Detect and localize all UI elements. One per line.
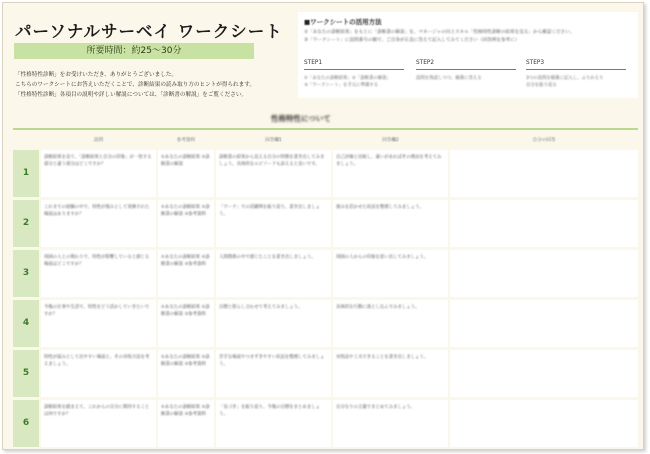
answer-text: 周囲の人からの印象を思い出してみましょう。 <box>336 255 429 260</box>
answer-cell-2 <box>333 250 448 297</box>
answer-cell-1 <box>216 400 331 447</box>
answer-text: 強みを活かせた状況を整理してみましょう。 <box>336 205 424 210</box>
section-divider <box>13 128 638 130</box>
table-row <box>13 400 638 447</box>
row-number: 6 <box>13 400 39 447</box>
step-line: 設問を熟読しつつ、順番に答える <box>416 76 482 81</box>
step-2 <box>416 60 516 82</box>
answer-cell-2 <box>333 400 448 447</box>
reference-cell <box>158 250 214 297</box>
step-label: STEP3 <box>526 60 626 70</box>
reference-text: ①あなたの診断結果 ②診断書の解説 <box>161 155 210 167</box>
header-question: 設問 <box>93 138 104 143</box>
table-row <box>13 150 638 197</box>
reference-cell <box>158 400 214 447</box>
question-cell <box>41 250 156 297</box>
worksheet-page <box>2 2 644 450</box>
reference-text: ①あなたの診断結果 ②診断書の解説 ③参考資料 <box>161 255 210 267</box>
question-text: 診断結果を踏まえて、これからの自分に期待することは何ですか？ <box>44 405 150 417</box>
table-row <box>13 300 638 347</box>
reference-text: ①あなたの診断結果 ②診断書の解説 ③参考資料 <box>161 205 210 217</box>
table-row <box>13 350 638 397</box>
own-answer-field[interactable] <box>450 400 638 447</box>
question-cell <box>41 150 156 197</box>
own-answer-field[interactable] <box>450 250 638 297</box>
howto-title: ■ワークシートの活用方法 <box>304 18 382 26</box>
step-line: ③「ワークシート」を手元に準備する <box>304 83 379 88</box>
question-text: 特性が弱みとして出やすい場面と、その対処方法を考えましょう。 <box>44 355 150 367</box>
reference-cell <box>158 350 214 397</box>
reference-cell <box>158 200 214 247</box>
answer-cell-2 <box>333 150 448 197</box>
step-label: STEP2 <box>416 60 516 70</box>
answer-text: 目標と照らし合わせて考えてみましょう。 <box>219 305 303 310</box>
intro-line: 「性格特性診断」をお受けいただき、ありがとうございました。 <box>15 72 177 78</box>
section-title: 性格特性について <box>271 114 331 123</box>
question-text: 周囲の人との関わりで、特性が影響していると感じる場面はどこですか？ <box>44 255 150 267</box>
reference-text: ①あなたの診断結果 ②診断書の解説 ③参考資料 <box>161 355 210 367</box>
step-text <box>416 75 516 82</box>
header-reference: 参考資料 <box>176 138 196 143</box>
step-line: 自分を振り返る <box>526 83 557 88</box>
row-number: 2 <box>13 200 39 247</box>
question-text: 今後の仕事や生活で、特性をどう活かしていきたいですか？ <box>44 305 150 317</box>
answer-cell-2 <box>333 300 448 347</box>
row-number: 3 <box>13 250 39 297</box>
step-label: STEP1 <box>304 60 404 70</box>
answer-text: 「気づき」を振り返り、今後の目標をまとめましょう。 <box>219 405 320 417</box>
answer-cell-1 <box>216 300 331 347</box>
question-cell <box>41 300 156 347</box>
answer-text: 自分なりの言葉でまとめてみましょう。 <box>336 405 416 410</box>
question-cell <box>41 350 156 397</box>
own-answer-field[interactable] <box>450 350 638 397</box>
step-text <box>304 75 404 89</box>
own-answer-field[interactable] <box>450 300 638 347</box>
answer-cell-1 <box>216 200 331 247</box>
howto-text <box>304 29 574 44</box>
step-3 <box>526 60 626 89</box>
table-row <box>13 250 638 297</box>
answer-text: 自己評価と比較し、違いがあればその理由を考えてみましょう。 <box>336 155 442 167</box>
own-answer-field[interactable] <box>450 150 638 197</box>
reference-cell <box>158 150 214 197</box>
row-number: 1 <box>13 150 39 197</box>
answer-text: 「ワーク」での活躍例を振り返り、書き出しましょう。 <box>219 205 320 217</box>
intro-text <box>15 70 295 100</box>
answer-cell-1 <box>216 250 331 297</box>
table-row <box>13 200 638 247</box>
step-1 <box>304 60 404 89</box>
answer-text: 診断書の結果から見える自分の特徴を書き出してみましょう。具体的なエピソードも添えると良いです。 <box>219 155 325 167</box>
question-cell <box>41 200 156 247</box>
duration-badge: 所要時間：約25～30分 <box>14 43 254 59</box>
step-line: ①「あなたの診断結果」②「診断書の解説」 <box>304 76 391 81</box>
answer-cell-2 <box>333 200 448 247</box>
question-text: これまでの経験の中で、特性が強みとして発揮された場面はありますか？ <box>44 205 150 217</box>
reference-text: ①あなたの診断結果 ②診断書の解説 ③参考資料 <box>161 305 210 317</box>
answer-text: 苦手な場面やつまずきやすい状況を整理してみましょう。 <box>219 355 325 367</box>
own-answer-field[interactable] <box>450 200 638 247</box>
header-answer-1: 回答欄1 <box>265 138 282 143</box>
reference-cell <box>158 300 214 347</box>
answer-cell-2 <box>333 350 448 397</box>
howto-box <box>298 12 638 98</box>
howto-line: ①「あなたの診断結果」をもとに「診断書の解説」を、マネージャの向上スキル「性格特性診断の結果を見る」から確認ください。 <box>304 30 575 35</box>
page-title: パーソナルサーベイ ワークシート <box>15 22 283 41</box>
howto-line: ②「ワークシート」に設問番号の順で、ご自身が正直に答えて記入してみてください（回答例を参考に） <box>304 37 520 43</box>
step-line: 3つの設問を順番に記入し、ふりかえり <box>526 76 604 81</box>
answer-text: 対処法や工夫できることを書き出しましょう。 <box>336 355 429 360</box>
reference-text: ①あなたの診断結果 ②診断書の解説 ③参考資料 <box>161 405 210 417</box>
row-number: 4 <box>13 300 39 347</box>
row-number: 5 <box>13 350 39 397</box>
answer-text: 人間関係の中で感じたことを書き出しましょう。 <box>219 255 316 260</box>
step-text <box>526 75 626 89</box>
answer-cell-1 <box>216 350 331 397</box>
answer-cell-1 <box>216 150 331 197</box>
header-own-answer: 自分の回答 <box>532 138 556 143</box>
answer-text: 具体的な行動に落とし込んでみましょう。 <box>336 305 420 310</box>
intro-line: 「性格特性診断」各項目の説明や詳しい解説については、「診断書の解説」をご覧ください。 <box>15 92 248 98</box>
question-cell <box>41 400 156 447</box>
question-text: 診断結果を見て、「診断結果と自分の印象」が一致する部分と違う部分はどこですか？ <box>44 155 152 167</box>
intro-line: こちらのワークシートにお答えいただくことで、診断結果の読み取り方のヒントが得られます。 <box>15 82 255 88</box>
header-answer-2: 回答欄2 <box>382 138 399 143</box>
